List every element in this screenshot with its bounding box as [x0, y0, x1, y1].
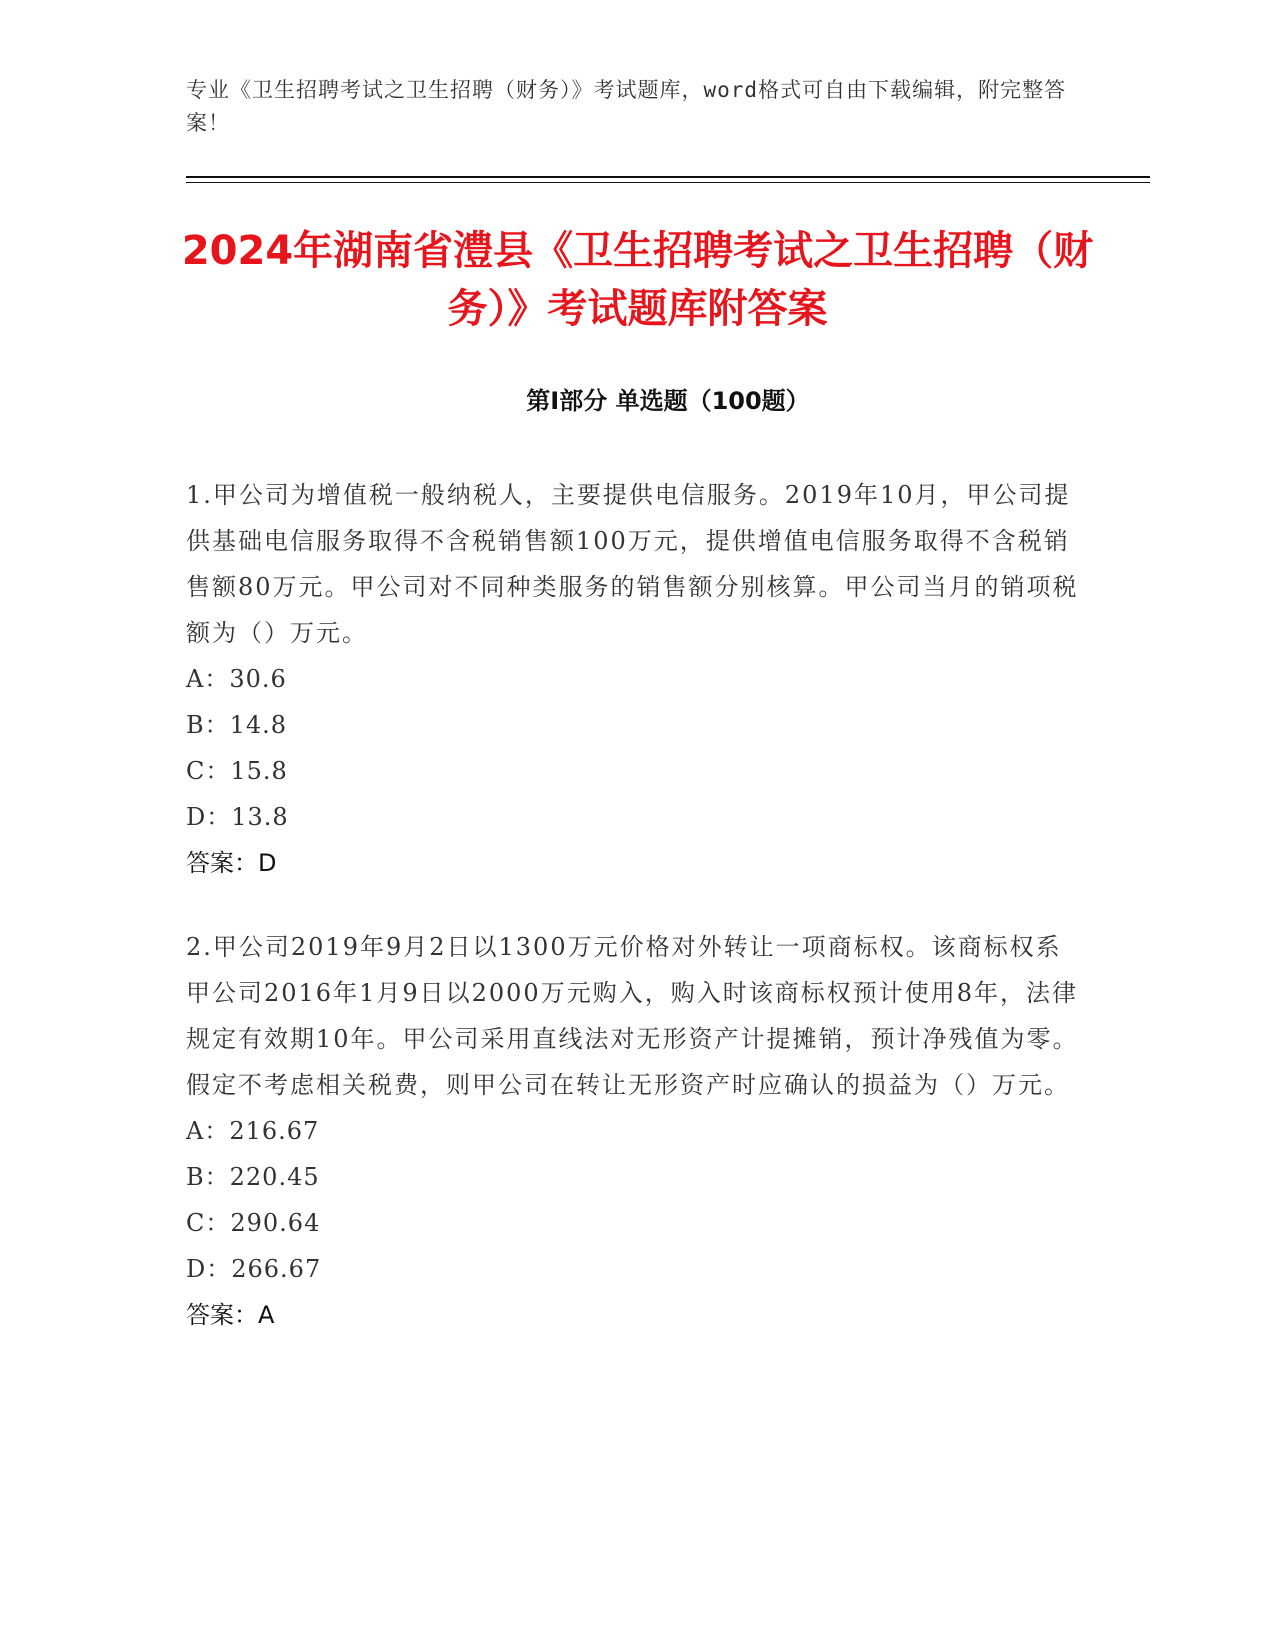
section-heading: 第I部分 单选题（100题）	[526, 387, 810, 415]
header-divider-thin	[186, 182, 1150, 183]
option-c: C：15.8	[186, 757, 288, 785]
option-b: B：14.8	[186, 711, 288, 739]
question-stem: 2.甲公司2019年9月2日以1300万元价格对外转让一项商标权。该商标权系甲公司2016年1月9日以2000万元购入，购入时该商标权预计使用8年，法律规定有效期10年。甲公司采用直线法对无形资产计提摊销，预计净残值为零。假定不考虑相关税费，则甲公司在转让无形资产时应确认的损益为（）万元。	[186, 933, 1079, 1099]
option-a: A：30.6	[186, 665, 287, 693]
option-c: C：290.64	[186, 1209, 321, 1237]
option-d: D：266.67	[186, 1255, 322, 1283]
answer-line: 答案：D	[186, 849, 277, 877]
question-stem: 1.甲公司为增值税一般纳税人，主要提供电信服务。2019年10月，甲公司提供基础电信服务取得不含税销售额100万元，提供增值电信服务取得不含税销售额80万元。甲公司对不同种类服务的销售额分别核算。甲公司当月的销项税额为（）万元。	[186, 481, 1079, 647]
option-d: D：13.8	[186, 803, 289, 831]
option-a: A：216.67	[186, 1117, 320, 1145]
header-divider-thick	[186, 176, 1150, 178]
header-note: 专业《卫生招聘考试之卫生招聘（财务）》考试题库，word格式可自由下载编辑，附完整答案！	[186, 78, 1067, 135]
question-1	[186, 472, 1086, 886]
answer-line: 答案：A	[186, 1301, 275, 1329]
question-2	[186, 924, 1086, 1338]
document-title: 2024年湖南省澧县《卫生招聘考试之卫生招聘（财务）》考试题库附答案	[181, 228, 1094, 332]
option-b: B：220.45	[186, 1163, 320, 1191]
